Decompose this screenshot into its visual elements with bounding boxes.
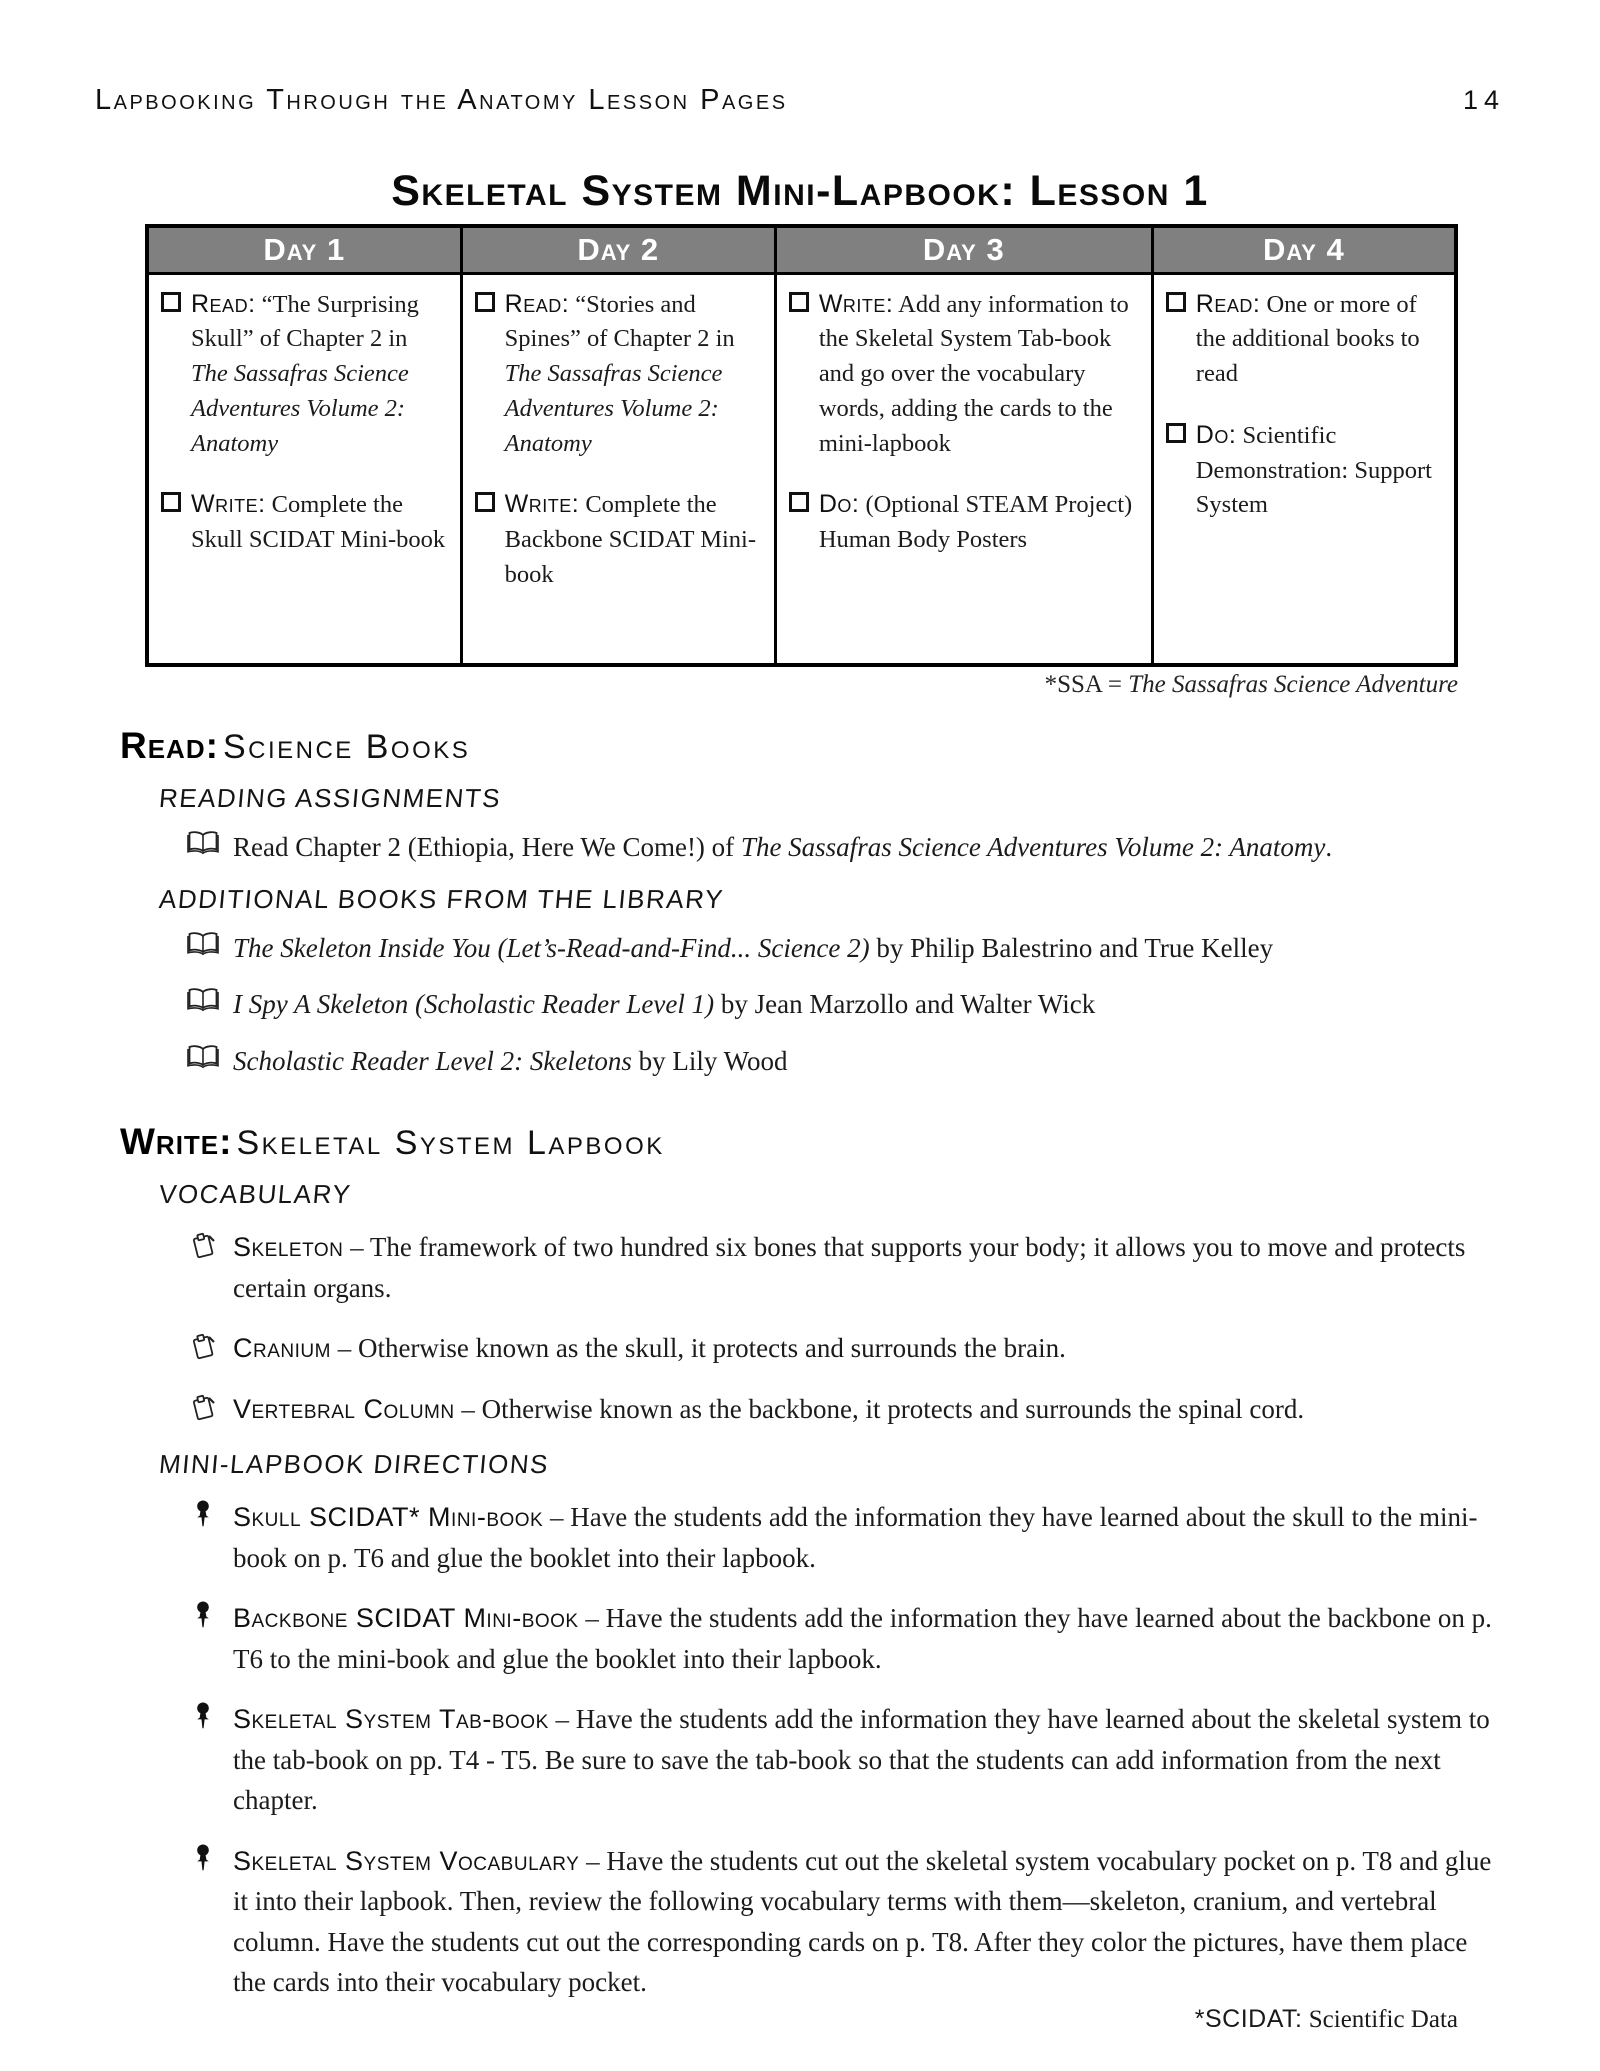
directions-subhead: MINI-LAPBOOK DIRECTIONS (157, 1449, 551, 1479)
task-body: “Stories and Spines” of Chapter 2 in (504, 290, 735, 353)
task-body: (Optional STEAM Project) Human Body Posters (818, 491, 1133, 554)
direction-term: Skeletal System Tab-book (233, 1704, 549, 1734)
ssa-footnote-title: The Sassafras Science Adventure (1128, 671, 1458, 698)
page-header (95, 84, 1505, 117)
notepad-icon (185, 1227, 221, 1308)
ssa-footnote (95, 671, 1458, 699)
day-2-header: Day 2 (461, 226, 775, 273)
task-text (191, 287, 450, 462)
direction-text (233, 1699, 1500, 1821)
direction-description: – Have the students add the information they have learned about the skeletal system to the tab-book on pp. T4 - T5. Be sure to save the tab-book so that the students can add information from the next chapter. (233, 1704, 1490, 1815)
day-3-cell (775, 273, 1152, 665)
checkbox-icon (475, 292, 495, 312)
task-text (819, 287, 1141, 462)
library-book-title: The Skeleton Inside You (Let’s-Read-and-Find... Science 2) (233, 932, 870, 963)
vocabulary-term: Vertebral Column (233, 1393, 455, 1424)
scidat-footnote (95, 2005, 1458, 2034)
direction-item (185, 1841, 1500, 2003)
reading-assignment-text (233, 827, 1500, 868)
pushpin-icon (185, 1497, 221, 1578)
task-keyword: Write: (191, 490, 266, 519)
task-item (161, 487, 450, 558)
read-title: Science Books (222, 728, 471, 766)
write-title: Skeletal System Lapbook (236, 1124, 665, 1162)
page-number: 14 (1462, 85, 1505, 115)
task-keyword: Write: (818, 289, 894, 318)
direction-term: Skull SCIDAT* Mini-book (233, 1502, 544, 1532)
task-text (505, 487, 764, 592)
task-keyword: Write: (504, 490, 580, 519)
task-text (191, 487, 450, 558)
scidat-footnote-keyword: *SCIDAT: (1194, 2004, 1303, 2033)
direction-item (185, 1598, 1500, 1679)
library-book-item (185, 984, 1500, 1025)
task-item (789, 487, 1141, 558)
write-keyword: Write: (120, 1121, 233, 1162)
day-4-header: Day 4 (1152, 226, 1456, 273)
library-book-author: by Philip Balestrino and True Kelley (869, 932, 1274, 963)
library-book-author: by Jean Marzollo and Walter Wick (714, 989, 1096, 1019)
task-item (475, 487, 764, 592)
read-section-heading (120, 725, 1505, 767)
scidat-footnote-text: Scientific Data (1302, 2005, 1458, 2033)
vocabulary-term: Skeleton (233, 1232, 344, 1262)
task-text (505, 287, 764, 462)
vocabulary-item (185, 1328, 1500, 1369)
task-keyword: Read: (504, 289, 570, 318)
task-body: Add any information to the Skeletal System Tab-book and go over the vocabulary words, adding the cards to the mini-lapbook (818, 290, 1129, 457)
direction-text (233, 1598, 1500, 1679)
direction-description: – Have the students cut out the skeletal system vocabulary pocket on p. T8 and glue it into their lapbook. Then, review the following vocabulary terms with them—skeleton, cranium, and vertebral column. Have the students cut out the corresponding cards on p. T8. After they color the pictures, have them place the cards into their vocabulary pocket. (233, 1845, 1492, 1997)
task-text (819, 487, 1141, 558)
direction-description: – Have the students add the information they have learned about the backbone on p. T6 to the mini-book and glue the booklet into their lapbook. (233, 1603, 1492, 1674)
vocabulary-definition: – The framework of two hundred six bones that supports your body; it allows you to move and protects certain organs. (233, 1232, 1466, 1303)
direction-description: – Have the students add the information they have learned about the skull to the mini-book on p. T6 and glue the booklet into their lapbook. (233, 1502, 1478, 1573)
pushpin-icon (185, 1699, 221, 1821)
task-keyword: Read: (1195, 289, 1261, 318)
checkbox-icon (475, 492, 495, 512)
library-book-author: by Lily Wood (631, 1045, 788, 1076)
notepad-icon (185, 1328, 221, 1369)
lesson-table-title: Skeletal System Mini-Lapbook: Lesson 1 (391, 167, 1209, 215)
direction-text (233, 1497, 1500, 1578)
reading-assignment-item (185, 827, 1500, 868)
assignment-book-title: The Sassafras Science Adventures Volume 2: Anatomy (740, 832, 1326, 862)
checkbox-icon (789, 492, 809, 512)
checkbox-icon (1166, 292, 1186, 312)
day-2-cell (461, 273, 775, 665)
open-book-icon (185, 1041, 221, 1082)
task-item (789, 287, 1141, 462)
vocabulary-definition: – Otherwise known as the backbone, it protects and surrounds the spinal cord. (461, 1393, 1305, 1424)
task-body: “The Surprising Skull” of Chapter 2 in (191, 290, 419, 353)
vocabulary-text (233, 1227, 1500, 1308)
day-3-header: Day 3 (775, 226, 1152, 273)
task-text (1196, 418, 1444, 523)
task-body: Complete the Backbone SCIDAT Mini-book (504, 491, 756, 588)
direction-term: Backbone SCIDAT Mini-book (233, 1603, 579, 1633)
pushpin-icon (185, 1841, 221, 2003)
table-body-row (147, 273, 1456, 665)
task-keyword: Read: (191, 289, 256, 318)
lesson-schedule-table (145, 224, 1458, 667)
assignment-suffix: . (1325, 832, 1333, 862)
reading-assignments-subhead: READING ASSIGNMENTS (157, 783, 503, 813)
library-book-text (233, 1041, 1500, 1082)
checkbox-icon (161, 492, 181, 512)
pushpin-icon (185, 1598, 221, 1679)
day-1-header: Day 1 (147, 226, 461, 273)
vocabulary-term: Cranium (233, 1333, 331, 1363)
book-title: The Sassafras Science Adventures Volume 2: Anatomy (191, 360, 409, 457)
task-body: Complete the Skull SCIDAT Mini-book (191, 491, 446, 554)
task-body: Scientific Demonstration: Support System (1195, 421, 1432, 519)
vocabulary-item (185, 1389, 1500, 1430)
task-item (1166, 287, 1444, 392)
library-book-title: I Spy A Skeleton (Scholastic Reader Level 1) (233, 989, 715, 1019)
checkbox-icon (789, 292, 809, 312)
task-body: One or more of the additional books to read (1195, 290, 1420, 388)
direction-text (233, 1841, 1500, 2003)
library-book-item (185, 928, 1500, 969)
ssa-footnote-prefix: *SSA = (1044, 671, 1129, 698)
table-header-row (147, 226, 1456, 273)
task-item (1166, 418, 1444, 523)
vocabulary-text (233, 1389, 1500, 1430)
document-header-title: Lapbooking Through the Anatomy Lesson Pages (95, 84, 788, 116)
assignment-text: Read Chapter 2 (Ethiopia, Here We Come!) of (233, 832, 741, 862)
direction-term: Skeletal System Vocabulary (233, 1845, 580, 1876)
task-keyword: Do: (818, 490, 860, 519)
vocabulary-item (185, 1227, 1500, 1308)
task-item (475, 287, 764, 462)
library-book-text (233, 928, 1500, 969)
direction-item (185, 1497, 1500, 1578)
library-book-title: Scholastic Reader Level 2: Skeletons (233, 1045, 632, 1076)
open-book-icon (185, 928, 221, 969)
library-book-text (233, 984, 1500, 1025)
checkbox-icon (161, 292, 181, 312)
book-title: The Sassafras Science Adventures Volume 2: Anatomy (504, 360, 723, 457)
open-book-icon (185, 827, 221, 868)
library-book-item (185, 1041, 1500, 1082)
read-keyword: Read: (120, 725, 219, 766)
vocabulary-subhead: VOCABULARY (157, 1179, 353, 1209)
day-1-cell (147, 273, 461, 665)
direction-item (185, 1699, 1500, 1821)
day-4-cell (1152, 273, 1456, 665)
vocabulary-text (233, 1328, 1500, 1369)
notepad-icon (185, 1389, 221, 1430)
vocabulary-definition: – Otherwise known as the skull, it protects and surrounds the brain. (337, 1333, 1066, 1363)
checkbox-icon (1166, 423, 1186, 443)
task-keyword: Do: (1195, 420, 1237, 449)
additional-books-subhead: ADDITIONAL BOOKS FROM THE LIBRARY (157, 883, 726, 914)
open-book-icon (185, 984, 221, 1025)
task-text (1196, 287, 1444, 392)
task-item (161, 287, 450, 462)
write-section-heading (120, 1121, 1505, 1163)
